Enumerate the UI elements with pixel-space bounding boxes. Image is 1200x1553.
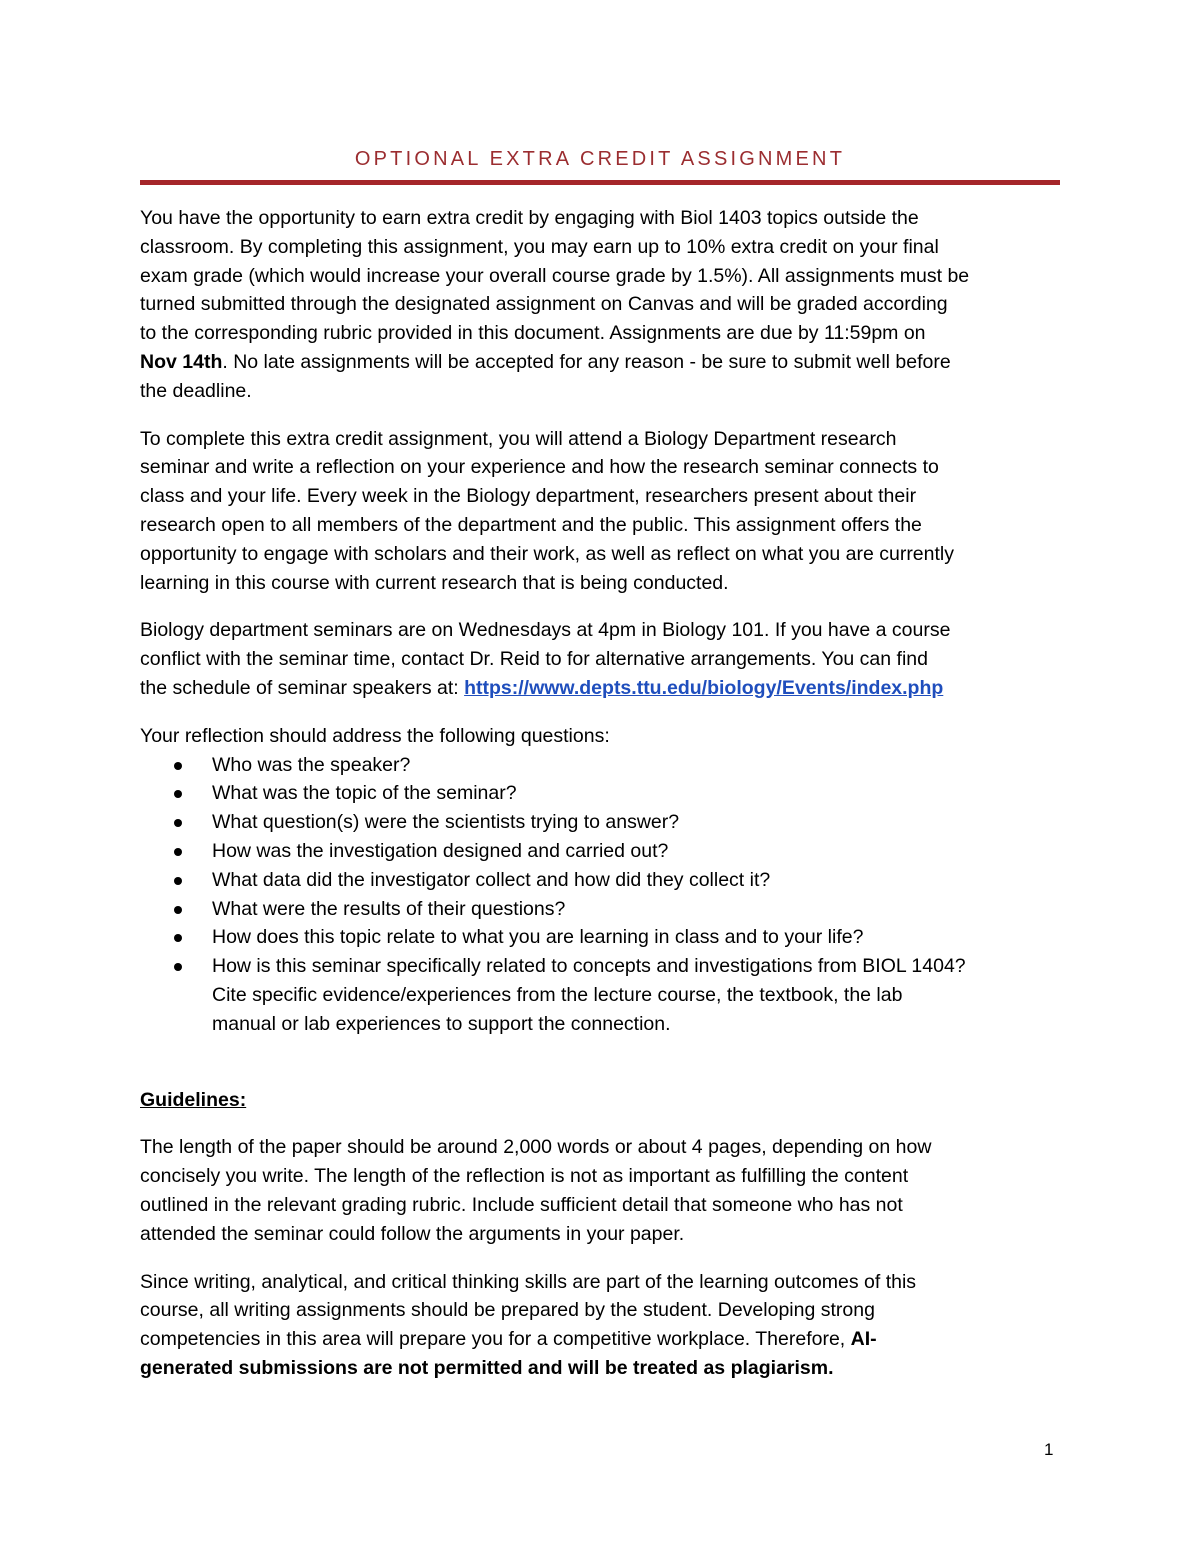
paragraph-line: concisely you write. The length of the reflection is not as important as fulfilling the content bbox=[140, 1165, 909, 1188]
bullet-icon bbox=[174, 790, 182, 798]
guidelines-ai-paragraph bbox=[140, 1268, 1070, 1383]
reflection-questions-list bbox=[140, 751, 1070, 1039]
question-text: How does this topic relate to what you are learning in class and to your life? bbox=[212, 926, 864, 949]
paragraph-line: seminar and write a reflection on your experience and how the research seminar connects to bbox=[140, 456, 939, 479]
bullet-icon bbox=[174, 848, 182, 856]
question-text: manual or lab experiences to support the connection. bbox=[212, 1012, 671, 1035]
schedule-paragraph bbox=[140, 616, 1070, 702]
intro-line: exam grade (which would increase your overall course grade by 1.5%). All assignments must be bbox=[140, 264, 970, 287]
paragraph-line: research open to all members of the department and the public. This assignment offers the bbox=[140, 513, 922, 536]
paragraph-line: opportunity to engage with scholars and their work, as well as reflect on what you are currently bbox=[140, 542, 955, 565]
list-item bbox=[140, 837, 1070, 866]
paragraph-line: course, all writing assignments should be prepared by the student. Developing strong bbox=[140, 1299, 875, 1322]
question-text: What was the topic of the seminar? bbox=[212, 782, 517, 805]
bullet-icon bbox=[174, 877, 182, 885]
due-date: Nov 14th bbox=[140, 350, 223, 373]
question-text: Who was the speaker? bbox=[212, 753, 411, 776]
bullet-icon bbox=[174, 906, 182, 914]
guidelines-heading bbox=[140, 1086, 1070, 1115]
guidelines-heading-text: Guidelines: bbox=[140, 1088, 247, 1111]
paragraph-line: Biology department seminars are on Wednesdays at 4pm in Biology 101. If you have a course bbox=[140, 619, 951, 642]
intro-line: turned submitted through the designated assignment on Canvas and will be graded according bbox=[140, 293, 948, 316]
question-text: What were the results of their questions? bbox=[212, 897, 566, 920]
question-text: How is this seminar specifically related to concepts and investigations from BIOL 1404? bbox=[212, 955, 966, 978]
paragraph-line: conflict with the seminar time, contact Dr. Reid to for alternative arrangements. You can find bbox=[140, 648, 928, 671]
list-item bbox=[140, 866, 1070, 895]
list-item bbox=[140, 751, 1070, 780]
ai-policy-text: generated submissions are not permitted and will be treated as plagiarism. bbox=[140, 1356, 834, 1379]
bullet-icon bbox=[174, 934, 182, 942]
title-divider bbox=[140, 180, 1060, 185]
paragraph-line: competencies in this area will prepare you for a competitive workplace. Therefore, bbox=[140, 1328, 851, 1351]
seminar-description-paragraph bbox=[140, 425, 1070, 598]
intro-line: to the corresponding rubric provided in this document. Assignments are due by 11:59pm on bbox=[140, 322, 926, 345]
seminar-schedule-link[interactable]: https://www.depts.ttu.edu/biology/Events/index.php bbox=[464, 676, 944, 699]
paragraph-line: To complete this extra credit assignment, you will attend a Biology Department research bbox=[140, 427, 897, 450]
paragraph-line: The length of the paper should be around 2,000 words or about 4 pages, depending on how bbox=[140, 1136, 932, 1159]
reflection-intro: Your reflection should address the following questions: bbox=[140, 724, 610, 747]
paragraph-line: Since writing, analytical, and critical thinking skills are part of the learning outcomes of this bbox=[140, 1270, 917, 1293]
bullet-icon bbox=[174, 819, 182, 827]
list-item bbox=[140, 895, 1070, 924]
question-text: What question(s) were the scientists trying to answer? bbox=[212, 811, 680, 834]
bullet-icon bbox=[174, 963, 182, 971]
list-item bbox=[140, 808, 1070, 837]
question-text: How was the investigation designed and carried out? bbox=[212, 839, 669, 862]
paragraph-line: attended the seminar could follow the arguments in your paper. bbox=[140, 1222, 685, 1245]
page-number: 1 bbox=[1044, 1440, 1054, 1459]
list-item bbox=[140, 779, 1070, 808]
list-item bbox=[140, 952, 1070, 1038]
intro-line: . No late assignments will be accepted for any reason - be sure to submit well before bbox=[222, 350, 951, 373]
paragraph-line: class and your life. Every week in the Biology department, researchers present about their bbox=[140, 485, 917, 508]
intro-line: classroom. By completing this assignment, you may earn up to 10% extra credit on your final bbox=[140, 235, 939, 258]
document-title: OPTIONAL EXTRA CREDIT ASSIGNMENT bbox=[354, 148, 846, 170]
paragraph-line: learning in this course with current research that is being conducted. bbox=[140, 571, 729, 594]
paragraph-line: the schedule of seminar speakers at: bbox=[140, 676, 465, 699]
ai-policy-text: AI- bbox=[850, 1328, 877, 1351]
intro-line: You have the opportunity to earn extra credit by engaging with Biol 1403 topics outside the bbox=[140, 207, 919, 229]
document-body bbox=[140, 204, 1070, 1383]
intro-line: the deadline. bbox=[140, 379, 252, 402]
question-text: Cite specific evidence/experiences from the lecture course, the textbook, the lab bbox=[212, 983, 903, 1006]
bullet-icon bbox=[174, 762, 182, 770]
question-text: What data did the investigator collect and how did they collect it? bbox=[212, 868, 771, 891]
guidelines-length-paragraph bbox=[140, 1133, 1070, 1248]
paragraph-line: outlined in the relevant grading rubric. Include sufficient detail that someone who has not bbox=[140, 1193, 903, 1216]
list-item bbox=[140, 923, 1070, 952]
intro-paragraph bbox=[140, 204, 1070, 406]
